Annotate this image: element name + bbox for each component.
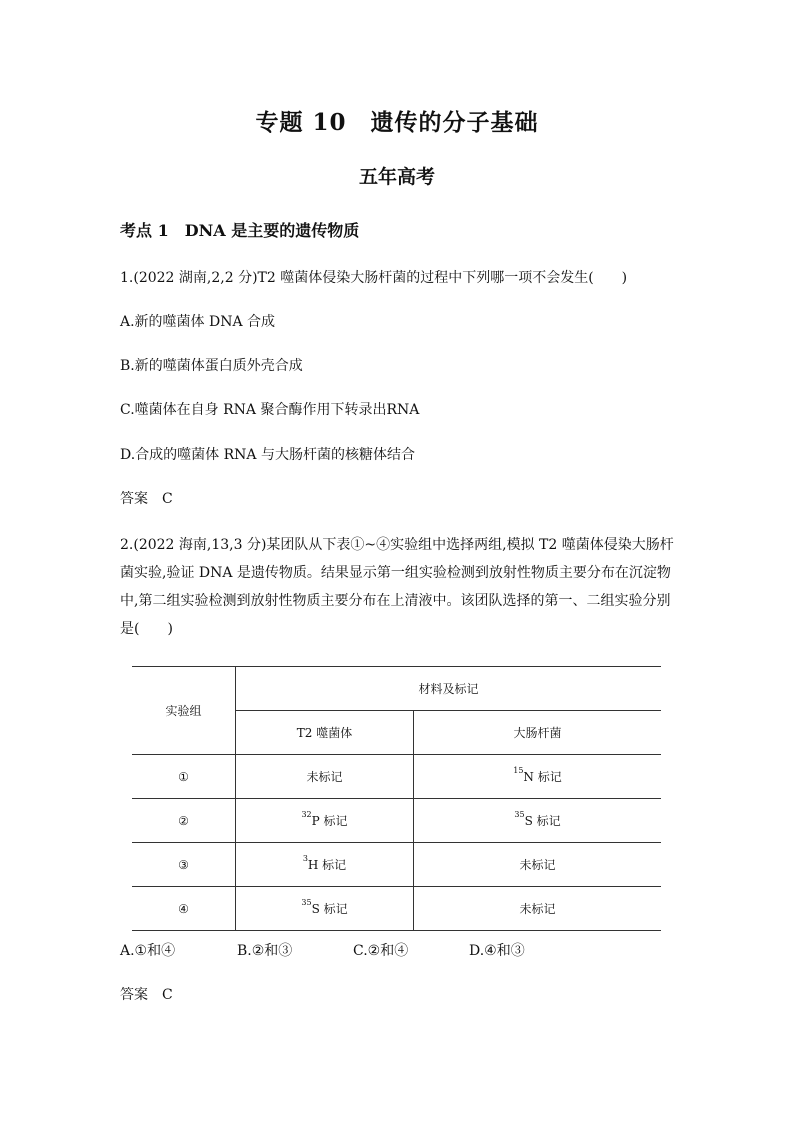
cell-bacteria: $^{35}$S 标记 [414,799,662,843]
cell-group: ① [132,755,236,799]
question-1-option-b: B.新的噬菌体蛋白质外壳合成 [120,358,303,374]
question-2-stem: 2.(2022 海南,13,3 分)某团队从下表①~④实验组中选择两组,模拟 T2 噬菌体侵染大肠杆菌实验,验证 DNA 是遗传物质。结果显示第一组实验检测到放射性物质主要分布在沉淀物中,第二组实验检测到放射性物质主要分布在上清液中。该团队选择的第一、二组实验分别是( ) [120,537,674,637]
table-row [132,755,661,799]
header-bacteria: 大肠杆菌 [414,711,662,755]
question-2-options [120,940,525,960]
experiment-table [132,666,661,931]
question-1-answer: 答案 C [120,491,173,507]
table-row [132,887,661,931]
table-row [132,799,661,843]
question-2-option-c: C.②和④ [353,943,409,959]
question-1-option-c: C.噬菌体在自身 RNA 聚合酶作用下转录出RNA [120,402,420,418]
cell-phage: $^{35}$S 标记 [236,887,414,931]
header-group: 实验组 [132,667,236,755]
cell-group: ② [132,799,236,843]
question-2-option-a: A.①和④ [120,943,176,959]
header-material: 材料及标记 [236,667,662,711]
cell-group: ③ [132,843,236,887]
cell-phage: $^3$H 标记 [236,843,414,887]
table-header-row [132,667,661,711]
question-1-option-a: A.新的噬菌体 DNA 合成 [120,314,276,330]
question-1-option-d: D.合成的噬菌体 RNA 与大肠杆菌的核糖体结合 [120,447,415,463]
cell-bacteria: $^{15}$N 标记 [414,755,662,799]
question-1-stem: 1.(2022 湖南,2,2 分)T2 噬菌体侵染大肠杆菌的过程中下列哪一项不会发生( ) [120,270,628,286]
question-2-option-d: D.④和③ [469,943,525,959]
cell-bacteria: 未标记 [414,843,662,887]
cell-phage: $^{32}$P 标记 [236,799,414,843]
topic-heading: 考点 1 DNA 是主要的遗传物质 [120,221,360,240]
table-row [132,843,661,887]
question-2-option-b: B.②和③ [237,943,293,959]
page-title: 专题 10 遗传的分子基础 [255,109,539,136]
cell-bacteria: 未标记 [414,887,662,931]
cell-phage: 未标记 [236,755,414,799]
header-phage: T2 噬菌体 [236,711,414,755]
section-subtitle: 五年高考 [358,166,435,188]
cell-group: ④ [132,887,236,931]
question-2-answer: 答案 C [120,987,173,1003]
